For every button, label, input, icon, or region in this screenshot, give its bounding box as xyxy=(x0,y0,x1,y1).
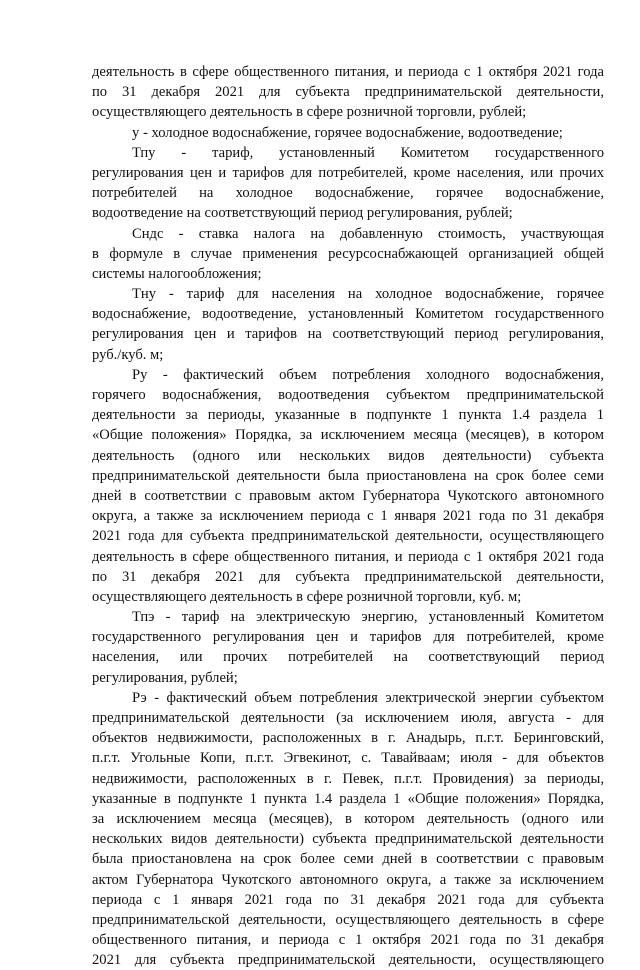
text-line: государственного регулирования цен и тарифов для потребителей, кроме xyxy=(92,629,604,646)
text-line: недвижимости, расположенных в г. Певек, п.г.т. Провидения) за периоды, xyxy=(92,770,604,787)
text-line: у - холодное водоснабжение, горячее водоснабжение, водоотведение; xyxy=(132,124,563,141)
text-line: Рэ - фактический объем потребления электрической энергии субъектом xyxy=(132,689,604,706)
text-line: округа, а также за исключением периода с 1 января 2021 года по 31 декабря xyxy=(92,508,604,525)
text-line: Ру - фактический объем потребления холодного водоснабжения, xyxy=(132,366,604,383)
text-line: по 31 декабря 2021 для субъекта предпринимательской деятельности, xyxy=(92,84,604,101)
text-line: системы налогообложения; xyxy=(92,265,262,282)
text-line: предпринимательской деятельности (за исключением июля, августа - для xyxy=(92,710,604,726)
text-line: объектов недвижимости, расположенных в г. Анадырь, п.г.т. Беринговский, xyxy=(92,730,604,747)
text-line: Сндс - ставка налога на добавленную стоимость, участвующая xyxy=(132,225,604,242)
text-line: осуществляющего деятельность в сфере розничной торговли, куб. м; xyxy=(92,588,522,605)
text-line: регулирования цен и тарифов для потребителей, кроме населения, или прочих xyxy=(92,164,604,181)
text-line: деятельность в сфере общественного питания, и периода с 1 октября 2021 года xyxy=(92,548,604,565)
text-line: указанные в подпункте 1 пункта 1.4 раздела 1 «Общие положения» Порядка, xyxy=(92,790,604,807)
text-line: «Общие положения» Порядка, за исключением месяца (месяцев), в котором xyxy=(92,427,604,444)
text-line: деятельность (одного или нескольких видов деятельности) субъекта xyxy=(92,447,604,464)
text-line: общественного питания, и периода с 1 октября 2021 года по 31 декабря xyxy=(92,932,604,949)
text-line: Тну - тариф для населения на холодное водоснабжение, горячее xyxy=(132,286,604,303)
text-line: дней в соответствии с правовым актом Губернатора Чукотского автономного xyxy=(92,487,604,504)
text-line: осуществляющего деятельность в сфере розничной торговли, рублей; xyxy=(92,104,527,121)
text-line: 2021 года для субъекта предпринимательской деятельности, осуществляющего xyxy=(92,528,604,545)
text-line: предпринимательской деятельности, осуществляющего деятельность в сфере xyxy=(92,911,604,928)
text-line: была приостановлена на срок более семи дней в соответствии с правовым xyxy=(92,851,604,868)
text-line: регулирования цен и тарифов на соответствующий период регулирования, xyxy=(92,326,604,343)
text-line: населения, или прочих потребителей на соответствующий период xyxy=(92,649,604,666)
text-line: актом Губернатора Чукотского автономного округа, а также за исключением xyxy=(92,871,604,888)
text-line: Тпэ - тариф на электрическую энергию, установленный Комитетом xyxy=(132,609,604,626)
document-body xyxy=(92,62,604,970)
text-line: горячего водоснабжения, водоотведения субъектом предпринимательской xyxy=(92,387,604,403)
text-line: п.г.т. Угольные Копи, п.г.т. Эгвекинот, с. Тавайваам; июля - для объектов xyxy=(92,750,604,767)
text-line: в формуле в случае применения ресурсоснабжающей организацией общей xyxy=(92,245,604,262)
text-line: периода с 1 января 2021 года по 31 декабря 2021 года для субъекта xyxy=(92,891,604,908)
text-line: деятельность в сфере общественного питания, и периода с 1 октября 2021 года xyxy=(92,64,604,80)
text-line: руб./куб. м; xyxy=(92,346,164,363)
text-line: водоснабжение, водоотведение, установленный Комитетом государственного xyxy=(92,306,604,323)
text-line: деятельности за периоды, указанные в подпункте 1 пункта 1.4 раздела 1 xyxy=(92,407,604,424)
text-line: 2021 для субъекта предпринимательской деятельности, осуществляющего xyxy=(92,952,604,969)
text-line: предпринимательской деятельности была приостановлена на срок более семи xyxy=(92,467,604,484)
text-line: Тпу - тариф, установленный Комитетом государственного xyxy=(132,144,604,161)
text-line: водоотведение на соответствующий период регулирования, рублей; xyxy=(92,205,513,222)
text-line: по 31 декабря 2021 для субъекта предпринимательской деятельности, xyxy=(92,568,604,585)
text-line: за исключением месяца (месяцев), в котором деятельность (одного или xyxy=(92,810,604,827)
text-line: нескольких видов деятельности) субъекта предпринимательской деятельности xyxy=(92,831,604,848)
text-line: потребителей на холодное водоснабжение, горячее водоснабжение, xyxy=(92,185,604,202)
text-line: регулирования, рублей; xyxy=(92,669,238,686)
